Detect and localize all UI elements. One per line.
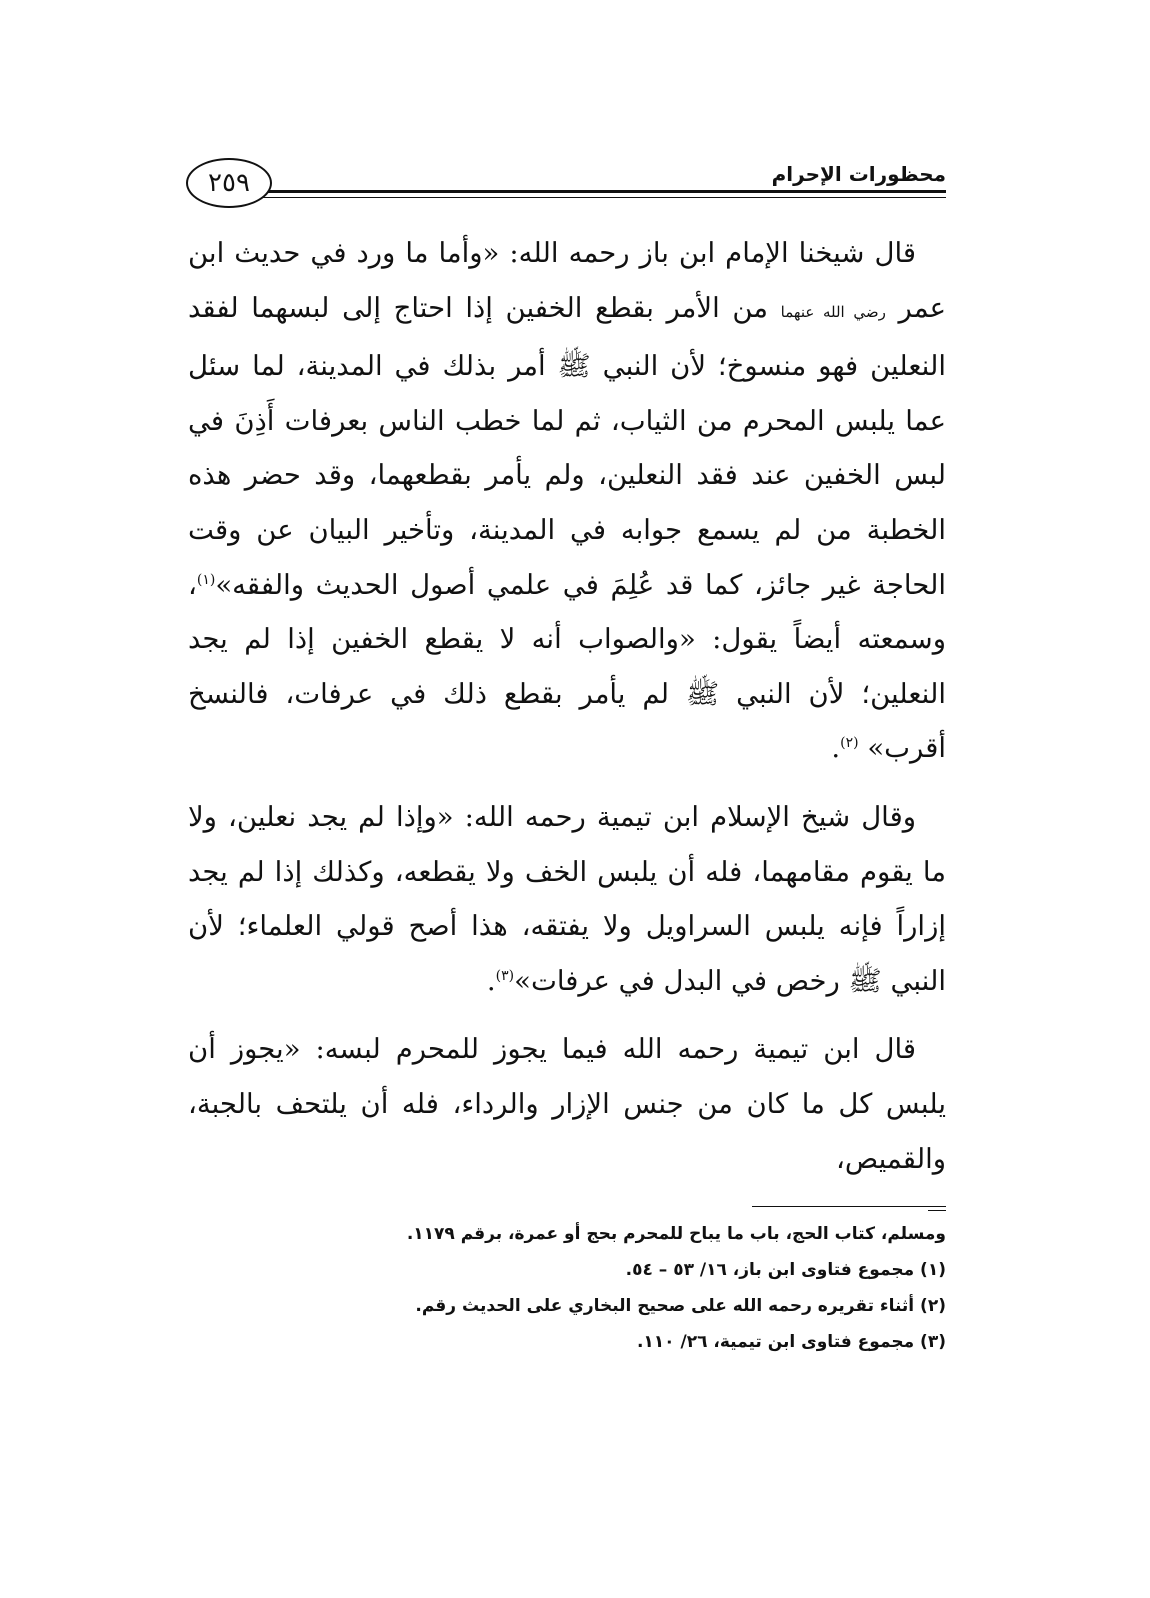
paragraph-1 bbox=[188, 226, 946, 776]
footnote-continued: ومسلم، كتاب الحج، باب ما يباح للمحرم بحج أو عمرة، برقم ١١٧٩. bbox=[406, 1224, 946, 1244]
paragraph-3-text: قال ابن تيمية رحمه الله فيما يجوز للمحرم لبسه: «يجوز أن يلبس كل ما كان من جنس الإزار والرداء، فله أن يلتحف بالجبة، والقميص، bbox=[188, 1033, 946, 1175]
paragraph-2 bbox=[188, 790, 946, 1008]
page-header bbox=[186, 158, 946, 218]
paragraph-1-part-4: . bbox=[831, 732, 841, 765]
footnote-separator-tail bbox=[928, 1210, 946, 1211]
chapter-title: محظورات الإحرام bbox=[771, 162, 946, 186]
header-rule-thin bbox=[260, 197, 946, 198]
paragraph-3 bbox=[188, 1022, 946, 1186]
header-rule bbox=[256, 190, 946, 193]
paragraph-1-part-3: ، وسمعته أيضاً يقول: «والصواب أنه لا يقطع الخفين إذا لم يجد النعلين؛ لأن النبي ﷺ لم يأمر بقطع ذلك في عرفات، فالنسخ أقرب» bbox=[188, 568, 946, 765]
footnote-separator bbox=[752, 1206, 946, 1207]
footnotes bbox=[188, 1216, 946, 1360]
footnote-ref-2[interactable]: (٢) bbox=[840, 735, 859, 752]
footnote-3: (٣) مجموع فتاوى ابن تيمية، ٢٦/ ١١٠. bbox=[636, 1332, 946, 1352]
paragraph-1-part-1: قال شيخنا الإمام ابن باز رحمه الله: «وأما ما ورد في حديث ابن عمر bbox=[188, 237, 946, 324]
honorific-text: رضي الله عنهما bbox=[780, 302, 886, 321]
footnote-ref-1[interactable]: (١) bbox=[196, 571, 216, 588]
paragraph-1-part-2: من الأمر بقطع الخفين إذا احتاج إلى لبسهما لفقد النعلين فهو منسوخ؛ لأن النبي ﷺ أمر بذلك في المدينة، لما سئل عما يلبس المحرم من الثياب، ثم لما خطب الناس بعرفات أَذِنَ في لبس الخفين عند فقد النعلين، ولم يأمر بقطعهما، وقد حضر هذه الخطبة من لم يسمع جوابه في المدينة، وتأخير البيان عن وقت الحاجة غير جائز، كما قد عُلِمَ في علمي أصول الحديث والفقه» bbox=[188, 291, 946, 601]
footnote-1: (١) مجموع فتاوى ابن باز، ١٦/ ٥٣ – ٥٤. bbox=[625, 1260, 946, 1280]
page-number: ٢٥٩ bbox=[186, 158, 272, 208]
body-text bbox=[188, 226, 946, 1186]
footnote-ref-3[interactable]: (٣) bbox=[495, 967, 515, 984]
paragraph-2-text: وقال شيخ الإسلام ابن تيمية رحمه الله: «وإذا لم يجد نعلين، ولا ما يقوم مقامهما، فله أن يلبس الخف ولا يقطعه، وكذلك إذا لم يجد إزاراً فإنه يلبس السراويل ولا يفتقه، هذا أصح قولي العلماء؛ لأن النبي ﷺ رخص في البدل في عرفات» bbox=[188, 800, 946, 997]
paragraph-2-end: . bbox=[486, 964, 496, 997]
footnote-2: (٢) أثناء تقريره رحمه الله على صحيح البخاري على الحديث رقم. bbox=[415, 1296, 946, 1316]
